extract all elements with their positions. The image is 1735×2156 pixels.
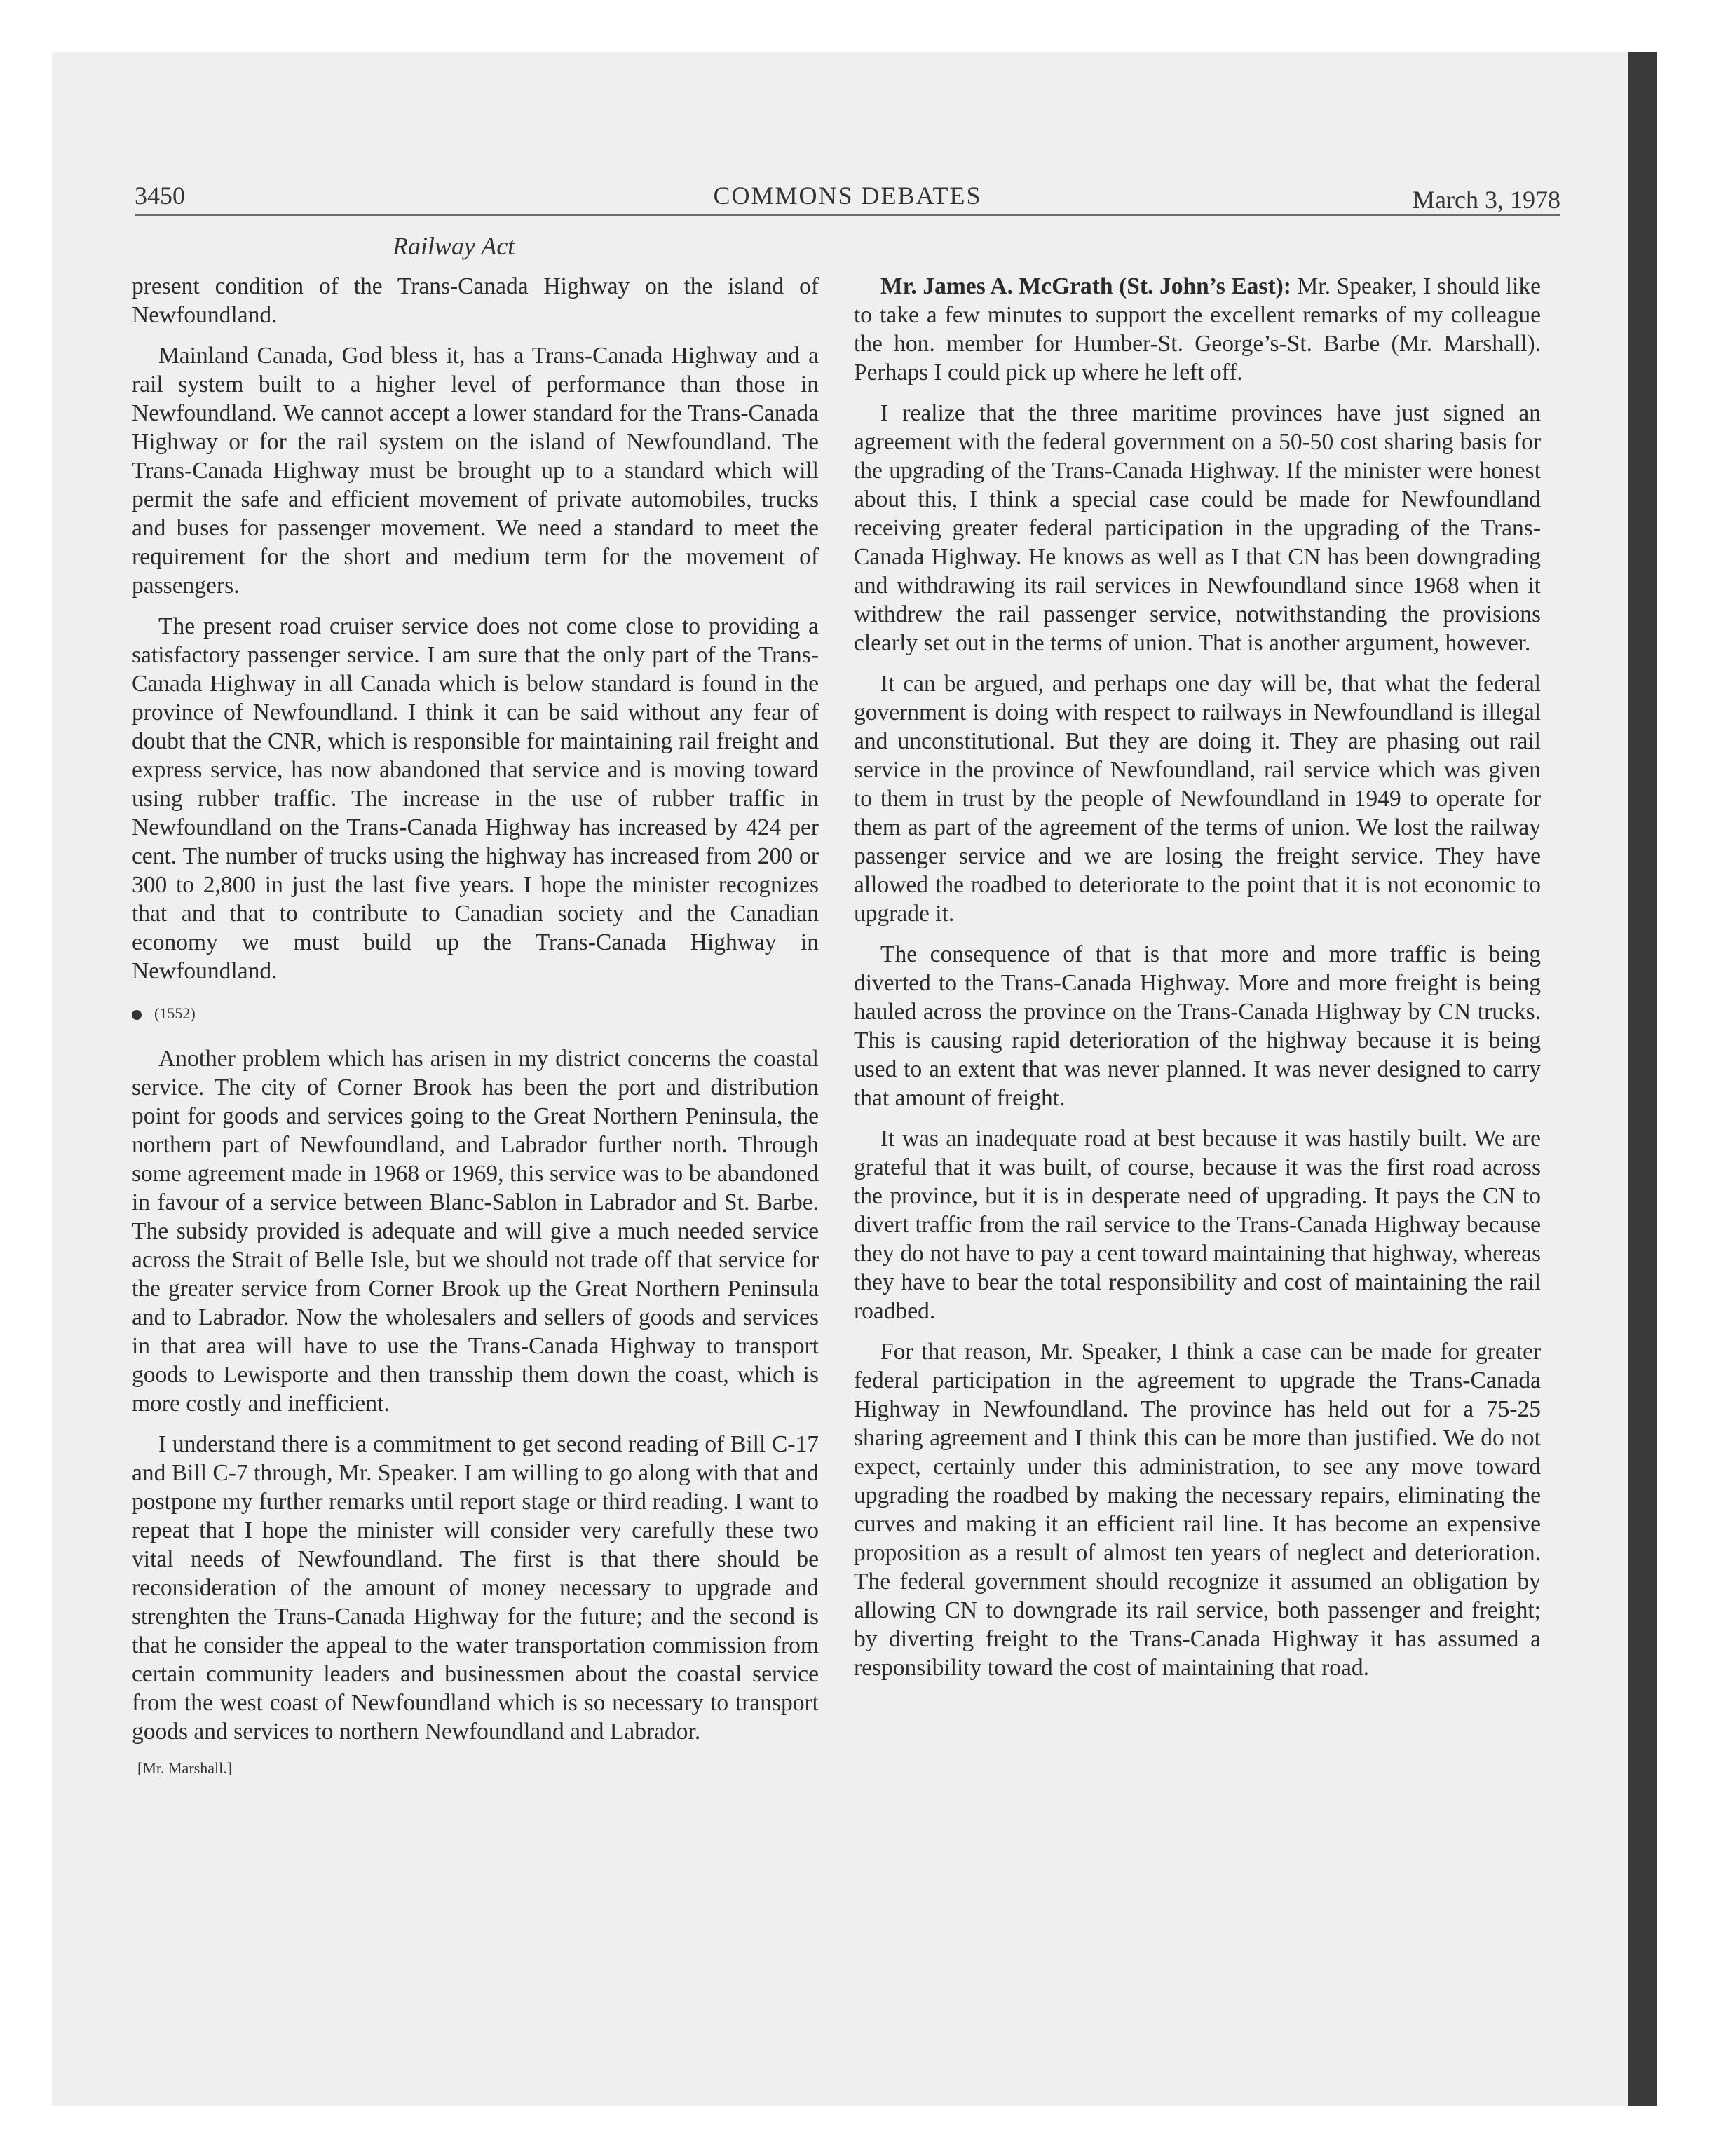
right-column [854,272,1541,1694]
speaker-attribution: [Mr. Marshall.] [137,1759,233,1777]
time-marker [132,1004,819,1023]
page-header [135,181,1560,214]
paragraph-text: Mr. Speaker, I should like to take a few minutes to support the excellent remarks of my colleague the hon. member for Humber-St. George’s-St. Barbe (Mr. Marshall). Perhaps I could pick up where he left off. [854,273,1541,386]
paragraph: I understand there is a commitment to get second reading of Bill C-17 and Bill C-7 through, Mr. Speaker. I am willing to go along with that and postpone my further remarks until report stage or third reading. I want to repeat that I hope the minister will consider very carefully these two vital needs of Newfoundland. The first is that there should be reconsideration of the amount of money necessary to upgrade and strenghten the Trans-Canada Highway for the future; and the second is that he consider the appeal to the water transportation commission from certain community leaders and businessmen about the coastal service from the west coast of Newfoundland which is so necessary to transport goods and services to northern Newfoundland and Labrador. [132,1431,819,1745]
running-head: Railway Act [393,232,515,260]
paragraph: The present road cruiser service does not come close to providing a satisfactory passenger service. I am sure that the only part of the Trans-Canada Highway in all Canada which is below standard is found in the province of Newfoundland. I think it can be said without any fear of doubt that the CNR, which is responsible for maintaining rail freight and express service, has now abandoned that service and is moving toward using rubber traffic. The increase in the use of rubber traffic in Newfoundland on the Trans-Canada Highway has increased by 424 per cent. The number of trucks using the highway has increased from 200 or 300 to 2,800 in just the last five years. I hope the minister recognizes that and that to contribute to Canadian society and the Canadian economy we must build up the Trans-Canada Highway in Newfoundland. [132,613,819,984]
paragraph: Mainland Canada, God bless it, has a Trans-Canada Highway and a rail system built to a higher level of performance than those in Newfoundland. We cannot accept a lower standard for the Trans-Canada Highway or for the rail system on the island of Newfoundland. The Trans-Canada Highway must be brought up to a standard which will permit the safe and efficient movement of private automobiles, trucks and buses for passenger movement. We need a standard to meet the requirement for the short and medium term for the movement of passengers. [132,343,819,599]
scan-edge-shadow [1628,52,1657,2106]
time-marker-label: (1552) [154,1004,196,1022]
paragraph-with-speaker [854,272,1541,387]
paragraph: For that reason, Mr. Speaker, I think a case can be made for greater federal participation in the agreement to upgrade the Trans-Canada Highway in Newfoundland. The province has held out for a 75-25 sharing agreement and I think this can be more than justified. We do not expect, certainly under this administration, to see any move toward upgrading the roadbed by making the necessary repairs, eliminating the curves and making it an efficient rail line. It has become an expensive proposition as a result of almost ten years of neglect and deterioration. The federal government should recognize it assumed an obligation by allowing CN to downgrade its rail service, both passenger and freight; by diverting freight to the Trans-Canada Highway it has assumed a responsibility toward the cost of maintaining that road. [854,1339,1541,1681]
page-date: March 3, 1978 [1413,186,1560,214]
speaker-name: Mr. James A. McGrath (St. John’s East): [880,273,1291,299]
bullet-icon [132,1010,142,1020]
left-column [132,272,819,1779]
paragraph: It can be argued, and perhaps one day will be, that what the federal government is doing with respect to railways in Newfoundland is illegal and unconstitutional. But they are doing it. They are phasing out rail service in the province of Newfoundland, rail service which was given to them in trust by the people of Newfoundland in 1949 to operate for them as part of the agreement of the terms of union. We lost the railway passenger service and we are losing the freight service. They have allowed the roadbed to deteriorate to the point that it is not economic to upgrade it. [854,671,1541,927]
paragraph: present condition of the Trans-Canada Highway on the island of Newfoundland. [132,273,819,328]
paragraph: Another problem which has arisen in my district concerns the coastal service. The city of Corner Brook has been the port and distribution point for goods and services going to the Great Northern Peninsula, the northern part of Newfoundland, and Labrador further north. Through some agreement made in 1968 or 1969, this service was to be abandoned in favour of a service between Blanc-Sablon in Labrador and St. Barbe. The subsidy provided is adequate and will give a much needed service across the Strait of Belle Isle, but we should not trade off that service for the greater service from Corner Brook up the Great Northern Peninsula and to Labrador. Now the wholesalers and sellers of goods and services in that area will have to use the Trans-Canada Highway to transport goods to Lewisporte and then transship them down the coast, which is more costly and inefficient. [132,1046,819,1417]
paragraph: It was an inadequate road at best because it was hastily built. We are grateful that it was built, of course, because it was the first road across the province, but it is in desperate need of upgrading. It pays the CN to divert traffic from the rail service to the Trans-Canada Highway because they do not have to pay a cent toward maintaining that highway, whereas they have to bear the total responsibility and cost of maintaining the rail roadbed. [854,1126,1541,1324]
paragraph: The consequence of that is that more and more traffic is being diverted to the Trans-Canada Highway. More and more freight is being hauled across the province on the Trans-Canada Highway by CN trucks. This is causing rapid deterioration of the highway because it is being used to an extent that was never planned. It was never designed to carry that amount of freight. [854,941,1541,1111]
header-rule [135,214,1560,216]
paragraph: I realize that the three maritime provinces have just signed an agreement with the federal government on a 50-50 cost sharing basis for the upgrading of the Trans-Canada Highway. If the minister were honest about this, I think a special case could be made for Newfoundland receiving greater federal participation in the upgrading of the Trans-Canada Highway. He knows as well as I that CN has been downgrading and withdrawing its rail services in Newfoundland since 1968 when it withdrew the rail passenger service, notwithstanding the provisions clearly set out in the terms of union. That is another argument, however. [854,400,1541,656]
publication-title: COMMONS DEBATES [713,182,982,210]
page-number: 3450 [135,182,185,210]
